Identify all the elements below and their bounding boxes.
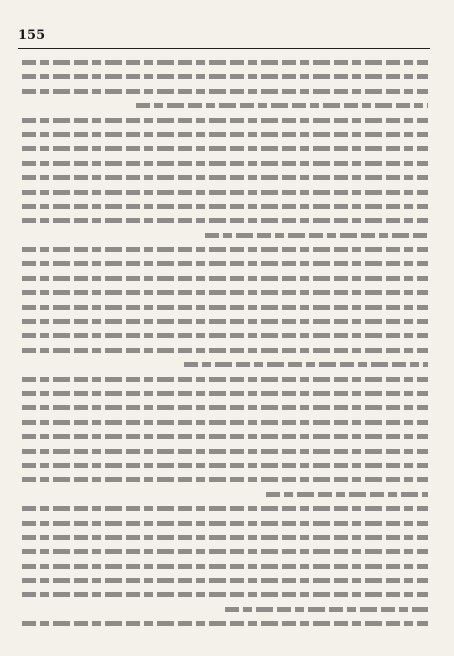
text-line xyxy=(266,492,428,497)
text-line xyxy=(22,204,428,209)
text-line xyxy=(22,564,428,569)
text-line xyxy=(22,118,428,123)
text-line xyxy=(22,449,428,454)
text-line xyxy=(205,233,428,238)
text-line xyxy=(22,333,428,338)
text-line xyxy=(22,348,428,353)
text-line xyxy=(22,305,428,310)
text-line xyxy=(22,405,428,410)
body-text xyxy=(22,60,428,636)
text-line xyxy=(22,276,428,281)
text-line xyxy=(22,218,428,223)
text-line xyxy=(22,89,428,94)
text-line xyxy=(22,521,428,526)
text-line xyxy=(22,377,428,382)
text-line xyxy=(22,477,428,482)
text-line xyxy=(22,391,428,396)
text-line xyxy=(22,146,428,151)
text-line xyxy=(22,319,428,324)
text-line xyxy=(184,362,428,367)
text-line xyxy=(22,506,428,511)
text-line xyxy=(22,290,428,295)
text-line xyxy=(22,74,428,79)
page-number: 155 xyxy=(18,28,46,43)
text-line xyxy=(225,607,428,612)
text-line xyxy=(22,175,428,180)
text-line xyxy=(22,621,428,626)
text-line xyxy=(22,463,428,468)
text-line xyxy=(22,190,428,195)
text-line xyxy=(22,60,428,65)
text-line xyxy=(22,161,428,166)
text-line xyxy=(22,434,428,439)
text-line xyxy=(22,592,428,597)
text-line xyxy=(22,549,428,554)
header-rule xyxy=(18,48,430,49)
text-line xyxy=(22,132,428,137)
text-line xyxy=(22,420,428,425)
text-line xyxy=(22,535,428,540)
text-line xyxy=(136,103,428,108)
text-line xyxy=(22,247,428,252)
text-line xyxy=(22,261,428,266)
text-line xyxy=(22,578,428,583)
